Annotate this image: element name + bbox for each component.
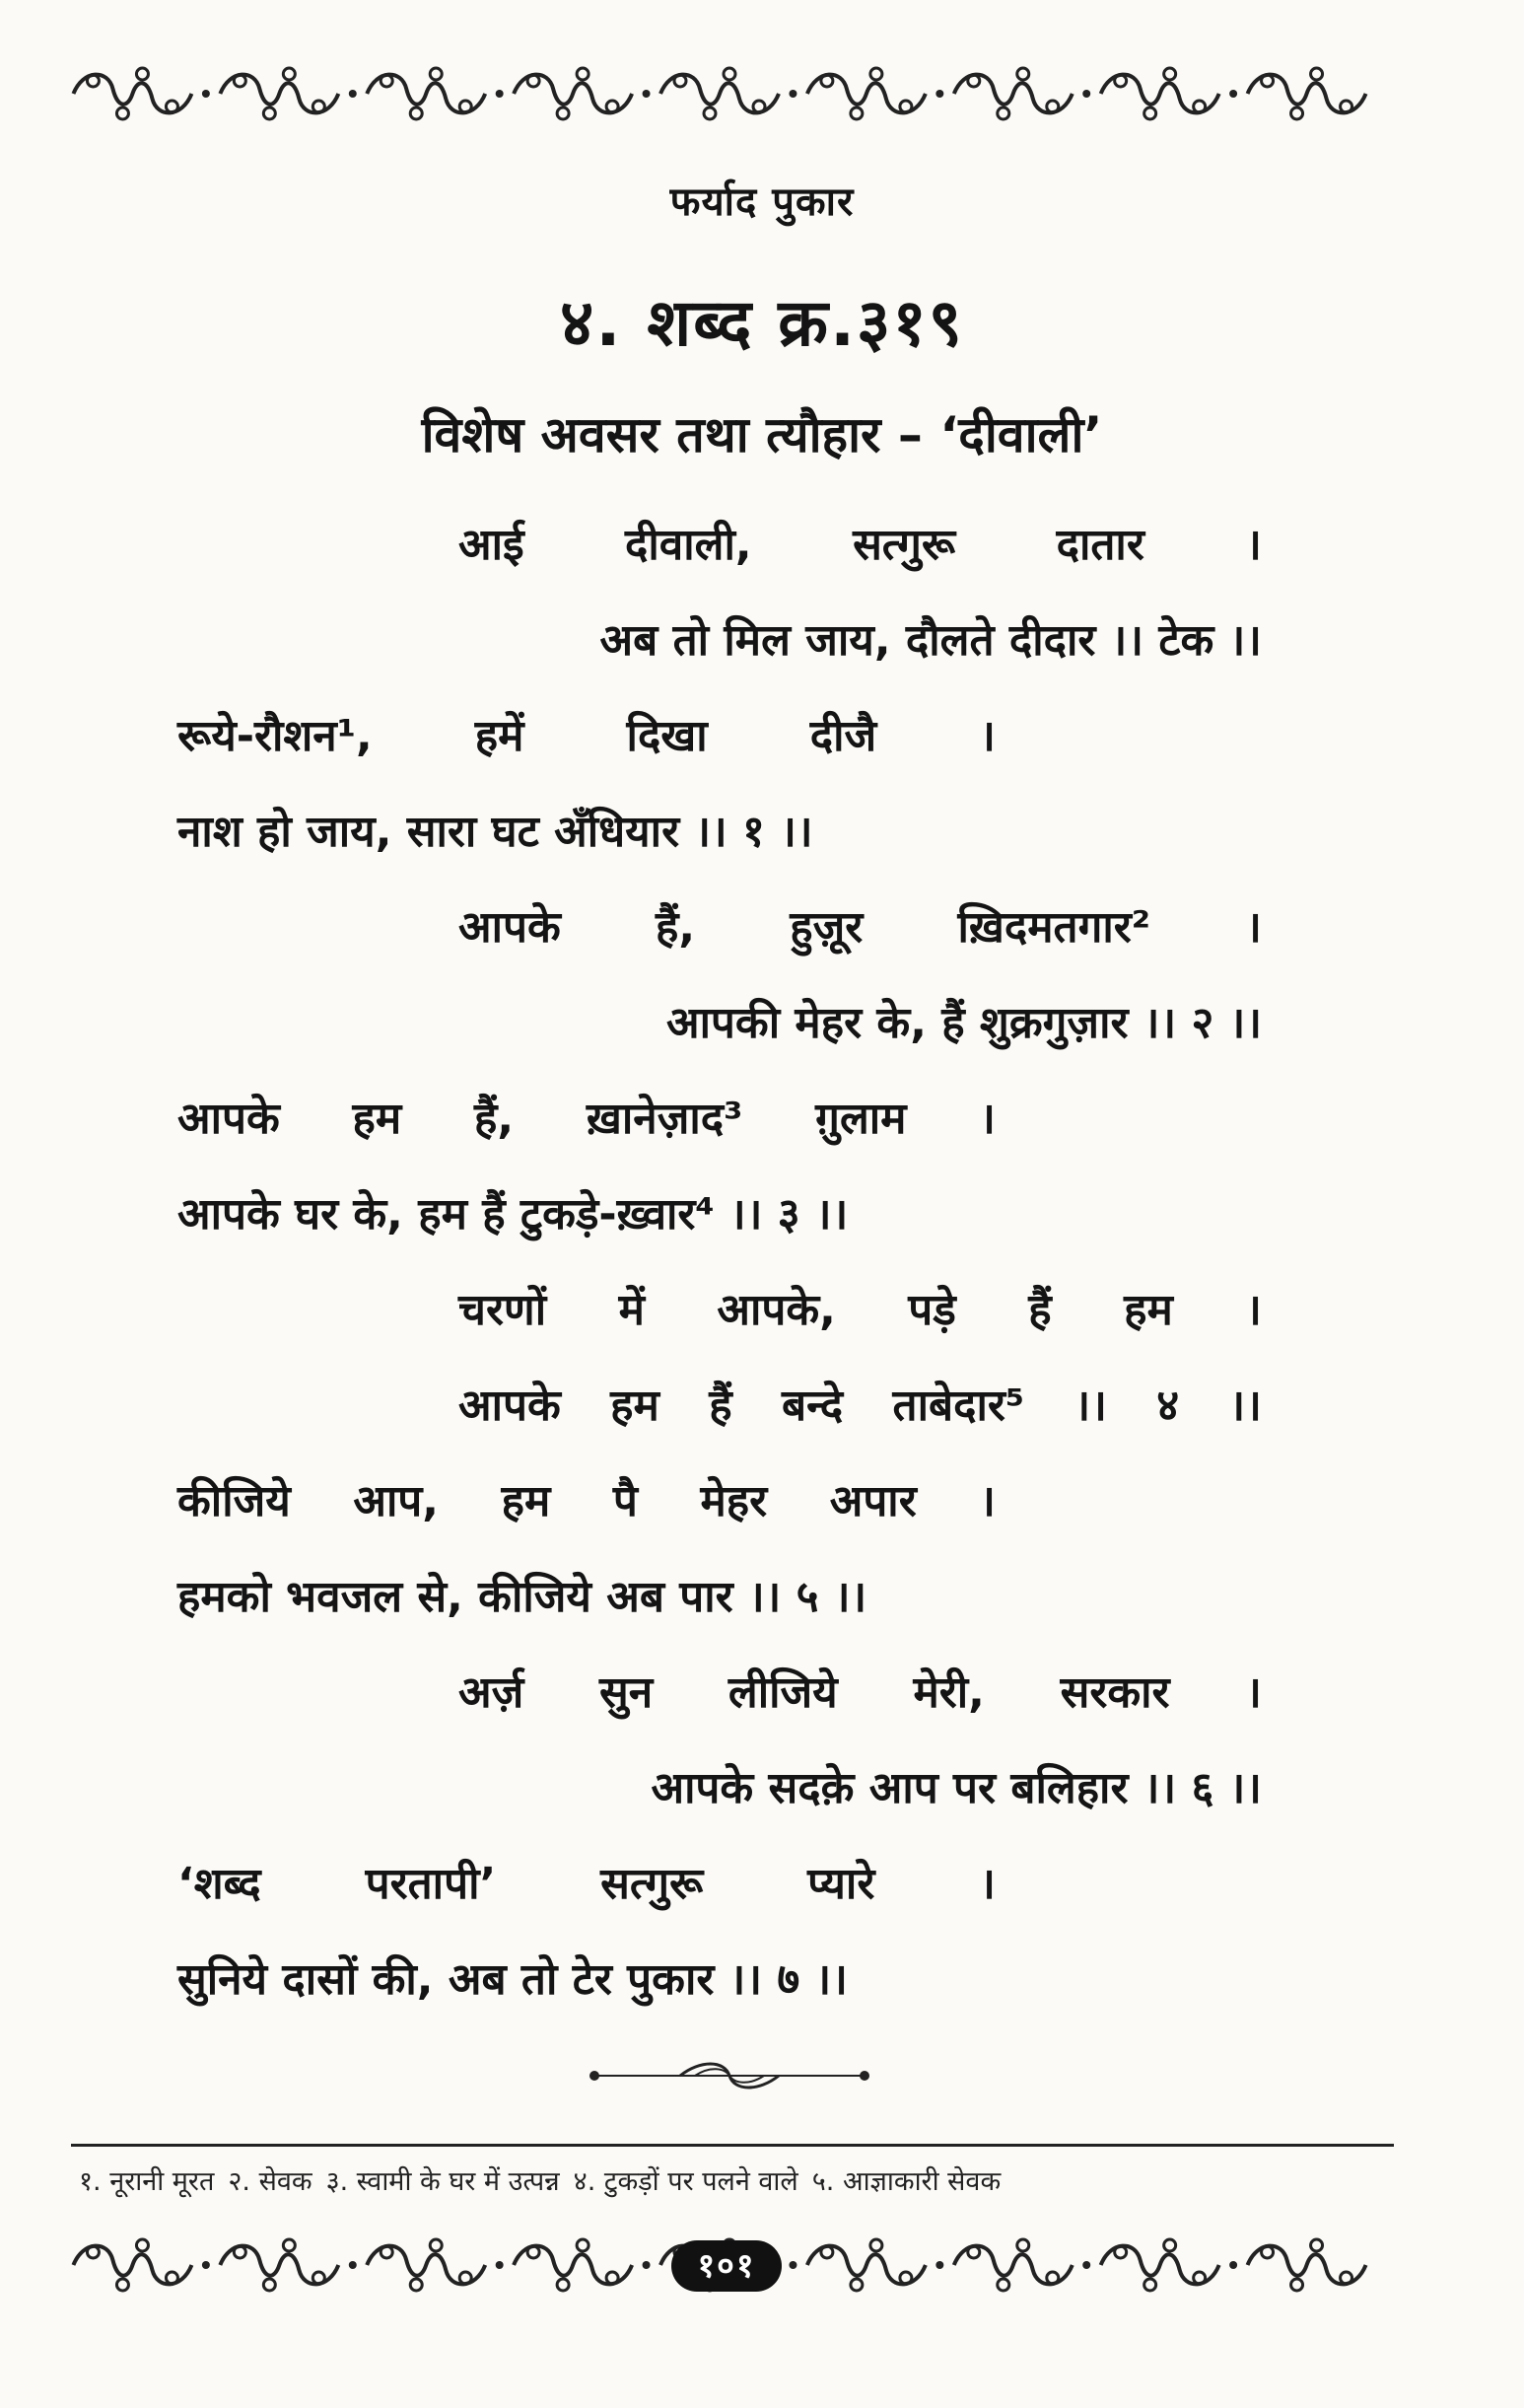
flourish-motif	[73, 2239, 191, 2291]
verse-line: आपके हम हैं बन्दे ताबेदार⁵ ।। ४ ।।	[458, 1381, 1262, 1431]
flourish-motif	[807, 2239, 926, 2291]
flourish-motif	[73, 68, 191, 119]
verse-line: आई दीवाली, सत्गुरू दातार ।	[458, 520, 1262, 570]
flourish-motif	[954, 68, 1073, 119]
verse-line: आपके सदक़े आप पर बलिहार ।। ६ ।।	[651, 1763, 1262, 1813]
flourish-motif	[220, 2239, 338, 2291]
verse-line: नाश हो जाय, सारा घट अँधियार ।। १ ।।	[177, 807, 813, 857]
footnote-rule	[71, 2144, 1394, 2147]
footnote: ३. स्वामी के घर में उत्पन्न	[325, 2166, 560, 2197]
footnote: ५. आज्ञाकारी सेवक	[811, 2166, 1002, 2197]
flourish-motif	[367, 2239, 485, 2291]
flourish-motif	[807, 68, 926, 119]
decorative-border-top	[59, 59, 1380, 128]
flourish-motif	[1101, 2239, 1219, 2291]
flourish-motif	[514, 68, 632, 119]
footnote: २. सेवक	[228, 2166, 312, 2197]
verse-line: आपके हैं, हुज़ूर ख़िदमतगार² ।	[458, 902, 1262, 953]
footnotes	[79, 2161, 1400, 2198]
footnote: ४. टुकड़ों पर पलने वाले	[573, 2166, 798, 2197]
verse-line: आपके घर के, हम हैं टुकड़े-ख़्वार⁴ ।। ३ ।।	[177, 1189, 849, 1239]
flourish-motif	[367, 68, 485, 119]
flourish-motif	[1101, 68, 1219, 119]
verse-line: चरणों में आपके, पड़े हैं हम ।	[458, 1285, 1262, 1335]
verse-line: रूये-रौशन¹, हमें दिखा दीजै ।	[177, 711, 996, 761]
flourish-motif	[954, 2239, 1073, 2291]
flourish-motif	[220, 68, 338, 119]
verse-line: आपके हम हैं, ख़ानेज़ाद³ ग़ुलाम ।	[177, 1094, 996, 1144]
flourish-motif	[514, 2239, 632, 2291]
flourish-motif	[1248, 2239, 1366, 2291]
shabd-title: ४. शब्द क्र.३१९	[560, 285, 964, 361]
verse-line: अर्ज़ सुन लीजिये मेरी, सरकार ।	[458, 1667, 1262, 1718]
verse-line: अब तो मिल जाय, दौलते दीदार ।। टेक ।।	[599, 615, 1262, 666]
occasion-subtitle: विशेष अवसर तथा त्यौहार – ‘दीवाली’	[421, 406, 1103, 463]
verse-line: हमको भवजल से, कीजिये अब पार ।। ५ ।।	[177, 1572, 867, 1622]
ornament-divider	[587, 2056, 872, 2095]
footnote: १. नूरानी मूरत	[79, 2166, 215, 2197]
verse-line: ‘शब्द परतापी’ सत्गुरू प्यारे ।	[177, 1859, 996, 1909]
flourish-motif	[660, 68, 779, 119]
verse-line: सुनिये दासों की, अब तो टेर पुकार ।। ७ ।।	[177, 1954, 848, 2005]
flourish-motif	[1248, 68, 1366, 119]
section-title: फर्याद पुकार	[669, 179, 855, 225]
verse-line: कीजिये आप, हम पै मेहर अपार ।	[177, 1476, 996, 1526]
verse-line: आपकी मेहर के, हैं शुक्रगुज़ार ।। २ ।।	[665, 998, 1262, 1048]
page-number: १०१	[671, 2240, 782, 2292]
